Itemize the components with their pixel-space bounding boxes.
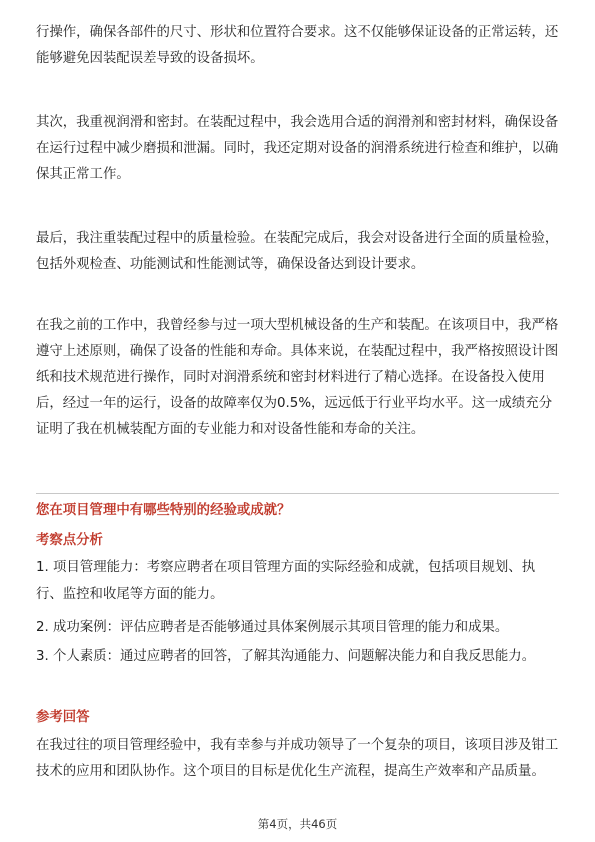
analysis-item-2: 2. 成功案例：评估应聘者是否能够通过具体案例展示其项目管理的能力和成果。 <box>36 620 509 635</box>
paragraph-lubrication-sealing: 其次，我重视润滑和密封。在装配过程中，我会选用合适的润滑剂和密封材料，确保设备在运行过程中减少磨损和泄漏。同时，我还定期对设备的润滑系统进行检查和维护，以确保其正常工作。 <box>36 115 559 182</box>
analysis-item-3: 3. 个人素质：通过应聘者的回答，了解其沟通能力、问题解决能力和自我反思能力。 <box>36 649 536 664</box>
interview-question: 您在项目管理中有哪些特别的经验或成就？ <box>36 503 291 518</box>
answer-heading: 参考回答 <box>36 710 90 725</box>
paragraph-quality-inspection: 最后，我注重装配过程中的质量检验。在装配完成后，我会对设备进行全面的质量检验，包括外观检查、功能测试和性能测试等，确保设备达到设计要求。 <box>36 231 559 272</box>
paragraph-assembly-accuracy: 行操作，确保各部件的尺寸、形状和位置符合要求。这不仅能够保证设备的正常运转，还能够避免因装配误差导致的设备损坏。 <box>36 25 559 66</box>
analysis-heading: 考察点分析 <box>36 533 103 548</box>
page-number-footer: 第4页，共46页 <box>257 817 338 831</box>
analysis-item-1: 1. 项目管理能力：考察应聘者在项目管理方面的实际经验和成就，包括项目规划、执行、监控和收尾等方面的能力。 <box>36 560 536 602</box>
paragraph-project-example: 在我之前的工作中，我曾经参与过一项大型机械设备的生产和装配。在该项目中，我严格遵守上述原则，确保了设备的性能和寿命。具体来说，在装配过程中，我严格按照设计图纸和技术规范进行操作，同时对润滑系统和密封材料进行了精心选择。在设备投入使用后，经过一年的运行，设备的故障率仅为0.5%，远远低于行业平均水平。这一成绩充分证明了我在机械装配方面的专业能力和对设备性能和寿命的关注。 <box>36 318 559 437</box>
answer-text: 在我过往的项目管理经验中，我有幸参与并成功领导了一个复杂的项目，该项目涉及钳工技术的应用和团队协作。这个项目的目标是优化生产流程，提高生产效率和产品质量。 <box>36 738 559 779</box>
section-divider <box>36 493 559 494</box>
